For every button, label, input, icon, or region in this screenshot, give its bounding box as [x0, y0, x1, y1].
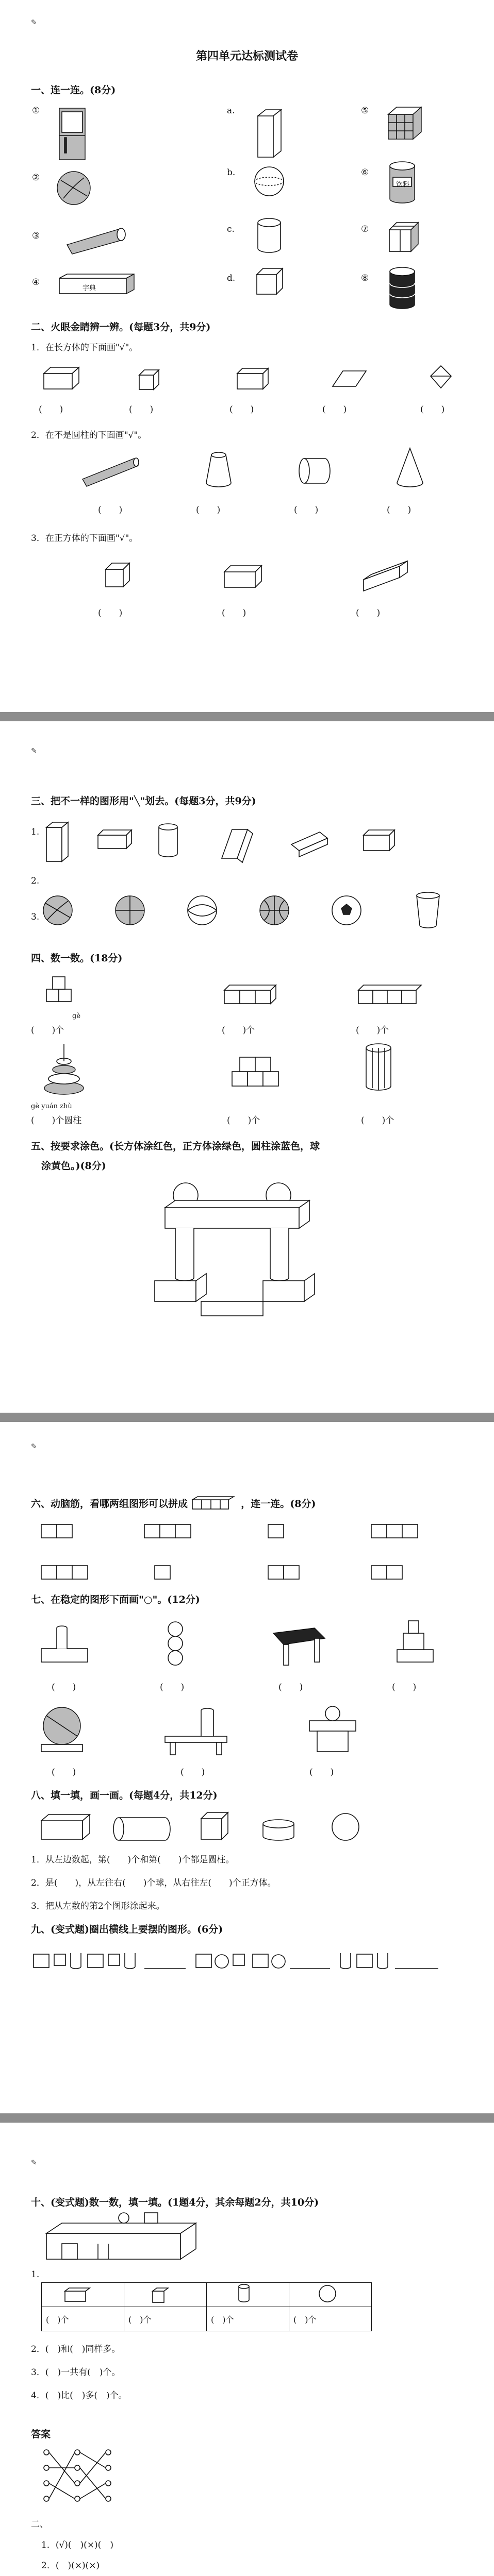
table-cell[interactable]: ( )个	[207, 2307, 289, 2331]
table-row	[42, 2307, 372, 2331]
s7-paren-1[interactable]: ( )	[52, 1682, 76, 1692]
s4-unit-4: 个	[251, 1115, 260, 1126]
s2-r2-paren-2[interactable]: ( )	[196, 505, 221, 515]
corner-mark: ✎	[31, 747, 37, 755]
s4-fig-3	[356, 979, 428, 1010]
s1-barrel-image	[386, 265, 422, 312]
s8-q3: 3．把从左数的第2个图形涂起来。	[31, 1901, 165, 1911]
s4-ans-2[interactable]: ( )个	[222, 1025, 255, 1036]
s4-ans-1[interactable]: ( )个	[31, 1025, 64, 1036]
s3-heading: 三、把不一样的图形用"╲"划去。(每题3分，共9分)	[31, 795, 256, 807]
s8-heading: 八、填一填，画一画。(每题4分，共12分)	[31, 1790, 218, 1801]
s2-r2-paren-3[interactable]: ( )	[294, 505, 319, 515]
s1-letter-b: b.	[227, 167, 236, 178]
s3-r2-ball-2	[113, 894, 150, 930]
s8-q1: 1．从左边数起，第( )个和第( )个都是圆柱。	[31, 1855, 235, 1865]
s8-shape-row	[36, 1808, 459, 1844]
s3-r2-ball-5	[330, 894, 366, 930]
s8-q2: 2．是( )，从左往右( )个球，从右往左( )个正方体。	[31, 1878, 276, 1888]
s2-r1-paren-5[interactable]: ( )	[420, 404, 445, 415]
s2-r2-paren-1[interactable]: ( )	[98, 505, 123, 515]
corner-mark: ✎	[31, 2159, 37, 2167]
s4-fig-2	[222, 979, 289, 1010]
s1-letter-c: c.	[227, 224, 235, 234]
s3-r1-shape-2	[95, 827, 137, 853]
s4-label-yz: gè yuán zhù	[31, 1103, 72, 1110]
s1-rubik-cube-image	[384, 103, 425, 144]
s3-r2-ball-3	[186, 894, 222, 930]
s10-count-table	[41, 2282, 372, 2331]
s10-heading: 十、(变式题)数一数，填一填。(1题4分，其余每题2分，共10分)	[31, 2197, 319, 2208]
s4-cylinder-bundle	[361, 1041, 402, 1097]
s6-top-pieces	[41, 1517, 464, 1543]
s10-q4: 4．( )比( )多( )个。	[31, 2391, 127, 2401]
s1-num-8: ⑧	[361, 273, 369, 283]
page-separator-2	[0, 1413, 494, 1422]
s3-r2-ball-1	[41, 894, 77, 930]
s2-r3-paren-3[interactable]: ( )	[356, 608, 381, 618]
s3-r1-shape-4	[217, 824, 258, 866]
s4-fig-1	[41, 974, 83, 1010]
s4-ans-5[interactable]: ( )个	[361, 1115, 394, 1126]
s4-ans-3[interactable]: ( )个	[356, 1025, 389, 1036]
answers-heading: 答案	[31, 2429, 51, 2440]
s3-r1-shape-3	[155, 822, 186, 863]
s4-unit-3: 个	[380, 1025, 389, 1036]
a2-2: 2．( )(×)(×)	[41, 2561, 100, 2571]
s4-unit-5: 个	[385, 1115, 394, 1126]
s2-r1-shape-4	[330, 366, 371, 397]
s6-heading-tail: ，连一连。(8分)	[241, 1498, 316, 1510]
table-cell[interactable]: ( )个	[289, 2307, 372, 2331]
s4-unit-2: 个	[246, 1025, 255, 1036]
s7-paren-7[interactable]: ( )	[309, 1767, 334, 1777]
s6-heading	[31, 1492, 316, 1510]
s4-block-stack	[227, 1051, 289, 1092]
page-4	[0, 2123, 494, 2576]
s7-row1	[36, 1618, 459, 1674]
s4-ans-yz[interactable]: ( )个圆柱	[31, 1115, 82, 1126]
s1-can-label: 饮料	[396, 181, 410, 189]
s7-paren-2[interactable]: ( )	[160, 1682, 185, 1692]
s2-q2: 2．在不是圆柱的下面画"√"。	[31, 430, 147, 440]
s7-paren-6[interactable]: ( )	[180, 1767, 205, 1777]
s1-num-7: ⑦	[361, 224, 369, 234]
s1-heading: 一、连一连。(8分)	[31, 84, 116, 96]
s1-num-5: ⑤	[361, 106, 369, 116]
s1-cube-shape	[253, 265, 289, 301]
s1-num-2: ②	[32, 173, 40, 183]
s3-n1: 1.	[31, 827, 40, 837]
a2-head: 二、	[31, 2519, 48, 2530]
s2-r3-shape-1	[103, 559, 139, 595]
s2-r1-paren-2[interactable]: ( )	[129, 404, 154, 415]
s3-r2-cup	[413, 891, 443, 933]
s7-row2	[36, 1700, 459, 1762]
s9-pattern-row	[31, 1945, 464, 1976]
page-1	[0, 0, 494, 696]
s1-num-4: ④	[32, 277, 40, 287]
s6-target-shape	[191, 1496, 238, 1511]
s3-n2: 2.	[31, 876, 40, 886]
s1-gift-box-image	[384, 216, 425, 258]
s1-num-1: ①	[32, 106, 40, 116]
s1-book-label: 字典	[83, 284, 96, 292]
page-3	[0, 1422, 494, 2107]
page-title: 第四单元达标测试卷	[195, 49, 298, 63]
s2-q1: 1．在长方体的下面画"√"。	[31, 343, 138, 353]
s1-cylinder-shape	[253, 216, 289, 258]
s2-r2-shape-1	[77, 453, 150, 489]
s1-letter-a: a.	[227, 106, 235, 116]
s10-q2: 2．( )和( )同样多。	[31, 2344, 121, 2354]
s6-bottom-pieces	[41, 1558, 464, 1584]
page-separator-3	[0, 2113, 494, 2123]
s2-r2-paren-4[interactable]: ( )	[387, 505, 411, 515]
s2-r1-paren-4[interactable]: ( )	[322, 404, 347, 415]
s1-ball-image	[56, 170, 92, 206]
s1-num-6: ⑥	[361, 167, 369, 178]
s1-cuboid-shape	[253, 106, 289, 162]
s2-r1-paren-3[interactable]: ( )	[229, 404, 254, 415]
s2-r2-shape-4	[392, 446, 428, 492]
s2-r1-shape-1	[41, 363, 83, 394]
s5-heading: 五、按要求涂色。(长方体涂红色，正方体涂绿色，圆柱涂蓝色，球	[31, 1141, 320, 1152]
s10-composite-figure	[41, 2213, 227, 2269]
s1-num-3: ③	[32, 231, 40, 241]
s7-paren-3[interactable]: ( )	[278, 1682, 303, 1692]
page-separator-1	[0, 712, 494, 721]
s2-q3: 3．在正方体的下面画"√"。	[31, 533, 138, 544]
s5-heading-2: 涂黄色。)(8分)	[41, 1160, 106, 1172]
s7-paren-4[interactable]: ( )	[392, 1682, 417, 1692]
s4-unit-1: 个	[55, 1025, 64, 1036]
s3-r1-shape-5	[289, 827, 335, 858]
s4-ans-4[interactable]: ( )个	[227, 1115, 260, 1126]
corner-mark: ✎	[31, 1443, 37, 1451]
s3-r1-shape-6	[361, 827, 402, 858]
s5-gate-figure	[144, 1180, 330, 1324]
table-cell[interactable]: ( )个	[42, 2307, 124, 2331]
s4-heading: 四、数一数。(18分)	[31, 953, 123, 964]
s2-r2-shape-2	[201, 451, 237, 492]
s1-fridge-image	[57, 106, 88, 162]
s2-r3-shape-2	[222, 562, 273, 598]
s10-n1: 1.	[31, 2269, 40, 2280]
s2-r2-shape-3	[294, 453, 335, 495]
s2-r3-paren-2[interactable]: ( )	[222, 608, 246, 618]
s1-sphere-shape	[253, 165, 289, 201]
s4-unit-yz: 个圆柱	[55, 1115, 82, 1126]
s9-heading: 九、(变式题)圈出横线上要摆的图形。(6分)	[31, 1924, 223, 1935]
table-cell-cube	[124, 2283, 207, 2307]
s2-heading: 二、火眼金睛辨一辨。(每题3分，共9分)	[31, 321, 211, 333]
s2-r1-paren-1[interactable]: ( )	[39, 404, 63, 415]
s10-q3: 3．( )一共有( )个。	[31, 2367, 121, 2378]
s6-heading-text: 六、动脑筋，看哪两组图形可以拼成	[31, 1498, 188, 1510]
s1-book-image	[57, 273, 139, 296]
s1-letter-d: d.	[227, 273, 236, 283]
s2-r1-shape-5	[428, 363, 459, 394]
table-cell[interactable]: ( )个	[124, 2307, 207, 2331]
table-cell-cuboid	[42, 2283, 124, 2307]
s7-paren-5[interactable]: ( )	[52, 1767, 76, 1777]
s2-r3-paren-1[interactable]: ( )	[98, 608, 123, 618]
s7-heading: 七、在稳定的图形下面画"○"。(12分)	[31, 1594, 200, 1605]
s3-r2-ball-4	[258, 894, 294, 930]
s2-r3-shape-3	[361, 559, 418, 595]
s2-r1-shape-3	[235, 363, 276, 394]
page-2	[0, 721, 494, 1406]
s4-label-ge-1: gè	[72, 1012, 81, 1020]
s1-pipe-image	[57, 224, 134, 255]
table-cell-cylinder	[207, 2283, 289, 2307]
corner-mark: ✎	[31, 19, 37, 27]
table-cell-sphere	[289, 2283, 372, 2307]
answers-s1-matching	[41, 2447, 124, 2509]
s3-n3: 3.	[31, 912, 40, 922]
a2-1: 1．(√)( )(×)( )	[41, 2540, 113, 2550]
s4-ring-stack	[41, 1041, 88, 1097]
s3-r1-shape-1	[44, 819, 75, 866]
s2-r1-shape-2	[137, 366, 168, 397]
table-row	[42, 2283, 372, 2307]
